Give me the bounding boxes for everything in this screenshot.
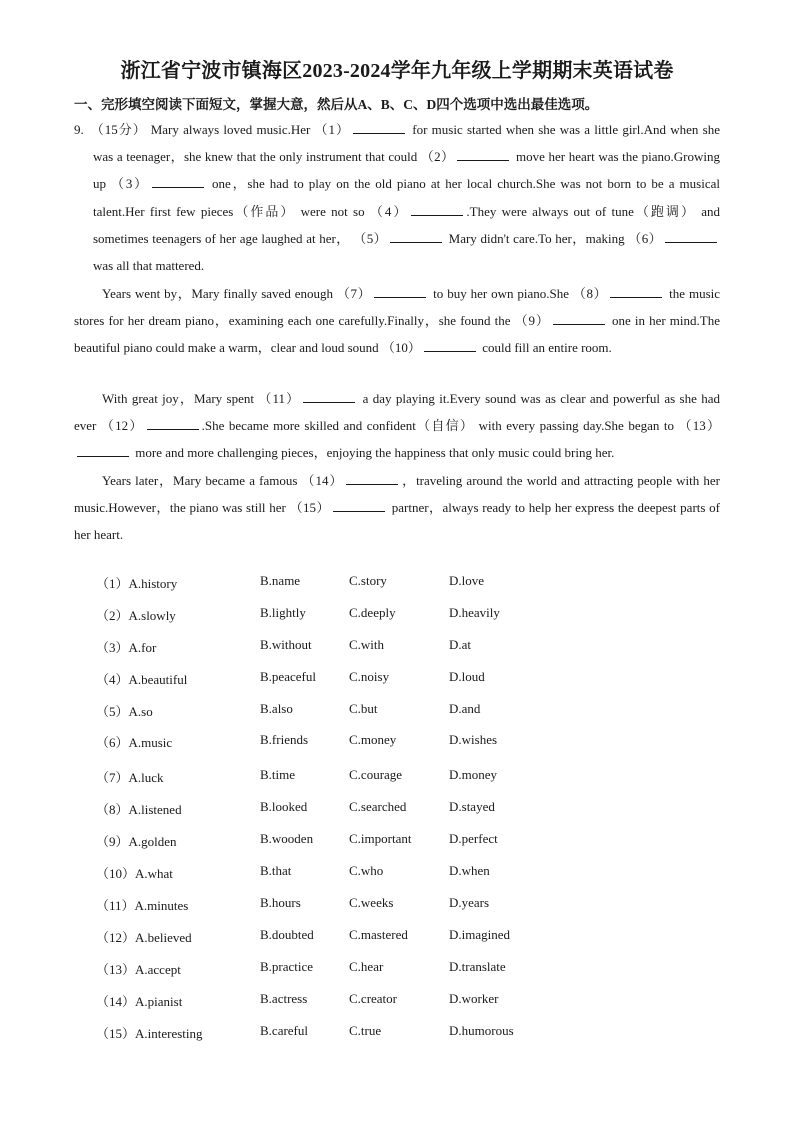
option-d[interactable]: D.translate [449, 958, 506, 974]
option-c[interactable]: C.story [349, 573, 387, 588]
text-segment: for music started when she was a little girl.And when she was a teenager，she knew that the only instrument that could （2） [93, 122, 720, 165]
passage-paragraph-2 [74, 280, 720, 362]
option-row-4 [96, 669, 616, 701]
option-d[interactable]: D.perfect [449, 831, 498, 847]
option-d[interactable]: D.wishes [449, 732, 498, 748]
option-d[interactable]: D.when [449, 863, 490, 879]
option-c[interactable]: C.with [349, 636, 385, 652]
option-b[interactable]: B.practice [260, 958, 314, 974]
option-a[interactable]: （5）A.so [96, 703, 153, 719]
option-row-3 [96, 637, 616, 669]
text-segment: to buy her own piano.She （8） [429, 286, 608, 301]
option-row-13 [96, 959, 616, 991]
answer-blank-11[interactable] [303, 391, 355, 403]
option-d[interactable]: D.loud [449, 668, 485, 684]
option-row-12 [96, 927, 616, 959]
exam-title: 浙江省宁波市镇海区2023-2024学年九年级上学期期末英语试卷 [120, 60, 674, 82]
option-d[interactable]: D.heavily [449, 604, 500, 620]
option-row-9 [96, 831, 616, 863]
text-segment: .She became more skilled and confident（自信） with every passing day.She began to （13） [201, 418, 720, 434]
option-row-6 [96, 732, 616, 767]
text-segment: ，traveling around the world and attracting people with her music.However，the piano was still her （15） [74, 473, 721, 516]
option-row-15 [96, 1023, 616, 1055]
text-segment: more and more challenging pieces，enjoying the happiness that only music could bring her. [132, 445, 615, 461]
option-b[interactable]: B.name [260, 573, 301, 588]
option-d[interactable]: D.imagined [449, 926, 511, 942]
option-c[interactable]: C.money [349, 732, 397, 748]
option-c[interactable]: C.hear [349, 958, 384, 974]
option-row-1 [96, 573, 616, 605]
option-b[interactable]: B.looked [260, 799, 308, 815]
option-d[interactable]: D.love [449, 573, 485, 588]
option-d[interactable]: D.and [449, 700, 481, 716]
option-b[interactable]: B.that [260, 863, 292, 879]
option-row-7 [96, 767, 616, 799]
answer-blank-8[interactable] [610, 286, 662, 298]
option-d[interactable]: D.years [449, 895, 490, 911]
option-a[interactable]: （1）A.history [96, 576, 178, 591]
option-b[interactable]: B.peaceful [260, 668, 316, 684]
answer-blank-1[interactable] [353, 122, 405, 134]
option-c[interactable]: C.true [349, 1022, 382, 1038]
option-c[interactable]: C.important [349, 831, 412, 847]
option-d[interactable]: D.humorous [449, 1022, 514, 1038]
option-c[interactable]: C.mastered [349, 926, 408, 942]
option-a[interactable]: （3）A.for [96, 639, 157, 655]
text-segment: was all that mattered. [93, 258, 205, 274]
option-a[interactable]: （15）A.interesting [96, 1025, 203, 1041]
section-heading: 一、完形填空阅读下面短文，掌握大意，然后从A、B、C、D四个选项中选出最佳选项。 [74, 97, 599, 112]
option-c[interactable]: C.searched [349, 799, 407, 815]
answer-blank-15[interactable] [333, 500, 385, 512]
answer-blank-14[interactable] [346, 473, 398, 485]
option-a[interactable]: （2）A.slowly [96, 607, 176, 623]
text-segment: move her heart was the piano.Growing up （3） [93, 149, 720, 192]
passage-paragraph-4 [74, 467, 720, 549]
text-segment: Years later，Mary became a famous （14） [102, 473, 344, 488]
option-c[interactable]: C.deeply [349, 604, 396, 620]
answer-blank-13[interactable] [77, 445, 129, 457]
answer-blank-6[interactable] [665, 231, 717, 243]
text-segment: one，she had to play on the old piano at her local church.She was not born to be a musical talent.Her first few pieces（作品） were not so （4） [93, 176, 720, 219]
text-segment: one in her mind.The beautiful piano could make a warm，clear and loud sound （10） [74, 313, 720, 356]
option-row-11 [96, 895, 616, 927]
option-a[interactable]: （8）A.listened [96, 802, 182, 818]
answer-blank-3[interactable] [152, 176, 204, 188]
text-segment: .They were always out of tune（跑调） and sometimes teenagers of her age laughed at her， （5） [93, 203, 720, 246]
answer-options [96, 573, 616, 1054]
option-row-14 [96, 991, 616, 1023]
answer-blank-7[interactable] [374, 286, 426, 298]
option-row-10 [96, 863, 616, 895]
option-c[interactable]: C.but [349, 700, 378, 716]
text-segment: With great joy，Mary spent （11） [102, 391, 301, 406]
option-a[interactable]: （13）A.accept [96, 961, 181, 977]
option-c[interactable]: C.noisy [349, 668, 390, 684]
text-segment: could fill an entire room. [478, 340, 612, 356]
answer-blank-5[interactable] [390, 231, 442, 243]
option-b[interactable]: B.wooden [260, 831, 314, 847]
option-c[interactable]: C.who [349, 863, 384, 879]
option-b[interactable]: B.careful [260, 1022, 309, 1038]
option-d[interactable]: D.money [449, 767, 498, 783]
text-segment: partner，always ready to help her express the deepest parts of her heart. [74, 500, 720, 543]
option-a[interactable]: （7）A.luck [96, 770, 164, 786]
question-score: （15分） [89, 122, 147, 137]
text-segment: Mary didn't care.To her，making （6） [445, 230, 662, 246]
option-a[interactable]: （9）A.golden [96, 834, 177, 850]
option-b[interactable]: B.actress [260, 990, 308, 1006]
option-row-2 [96, 605, 616, 637]
option-b[interactable]: B.without [260, 636, 312, 652]
text-segment: Years went by，Mary finally saved enough （7） [102, 286, 372, 301]
option-b[interactable]: B.friends [260, 732, 309, 748]
option-row-5 [96, 701, 616, 733]
text-segment: the music stores for her dream piano，examining each one carefully.Finally，she found the （9） [74, 286, 721, 329]
option-b[interactable]: B.lightly [260, 604, 306, 620]
text-segment: a day playing it.Every sound was as clear and powerful as she had ever （12） [74, 391, 720, 434]
option-c[interactable]: C.weeks [349, 895, 394, 911]
option-a[interactable]: （14）A.pianist [96, 993, 183, 1009]
option-c[interactable]: C.courage [349, 767, 403, 783]
passage-paragraph-1 [74, 116, 720, 279]
text-segment: Mary always loved music.Her （1） [150, 122, 351, 137]
answer-blank-9[interactable] [553, 313, 605, 325]
option-row-8 [96, 799, 616, 831]
option-a[interactable]: （10）A.what [96, 866, 173, 882]
option-d[interactable]: D.at [449, 636, 472, 652]
answer-blank-10[interactable] [424, 340, 476, 352]
option-a[interactable]: （11）A.minutes [96, 898, 189, 914]
option-b[interactable]: B.also [260, 700, 293, 716]
option-a[interactable]: （4）A.beautiful [96, 671, 188, 687]
passage-paragraph-3 [74, 385, 720, 467]
option-c[interactable]: C.creator [349, 990, 398, 1006]
option-b[interactable]: B.hours [260, 895, 301, 911]
option-d[interactable]: D.stayed [449, 799, 495, 815]
question-number: 9. [74, 122, 84, 137]
option-a[interactable]: （6）A.music [96, 735, 173, 751]
option-b[interactable]: B.doubted [260, 926, 314, 942]
option-d[interactable]: D.worker [449, 990, 499, 1006]
answer-blank-2[interactable] [457, 149, 509, 161]
option-a[interactable]: （12）A.believed [96, 929, 192, 945]
answer-blank-12[interactable] [147, 418, 199, 430]
option-b[interactable]: B.time [260, 767, 296, 783]
answer-blank-4[interactable] [411, 204, 463, 216]
